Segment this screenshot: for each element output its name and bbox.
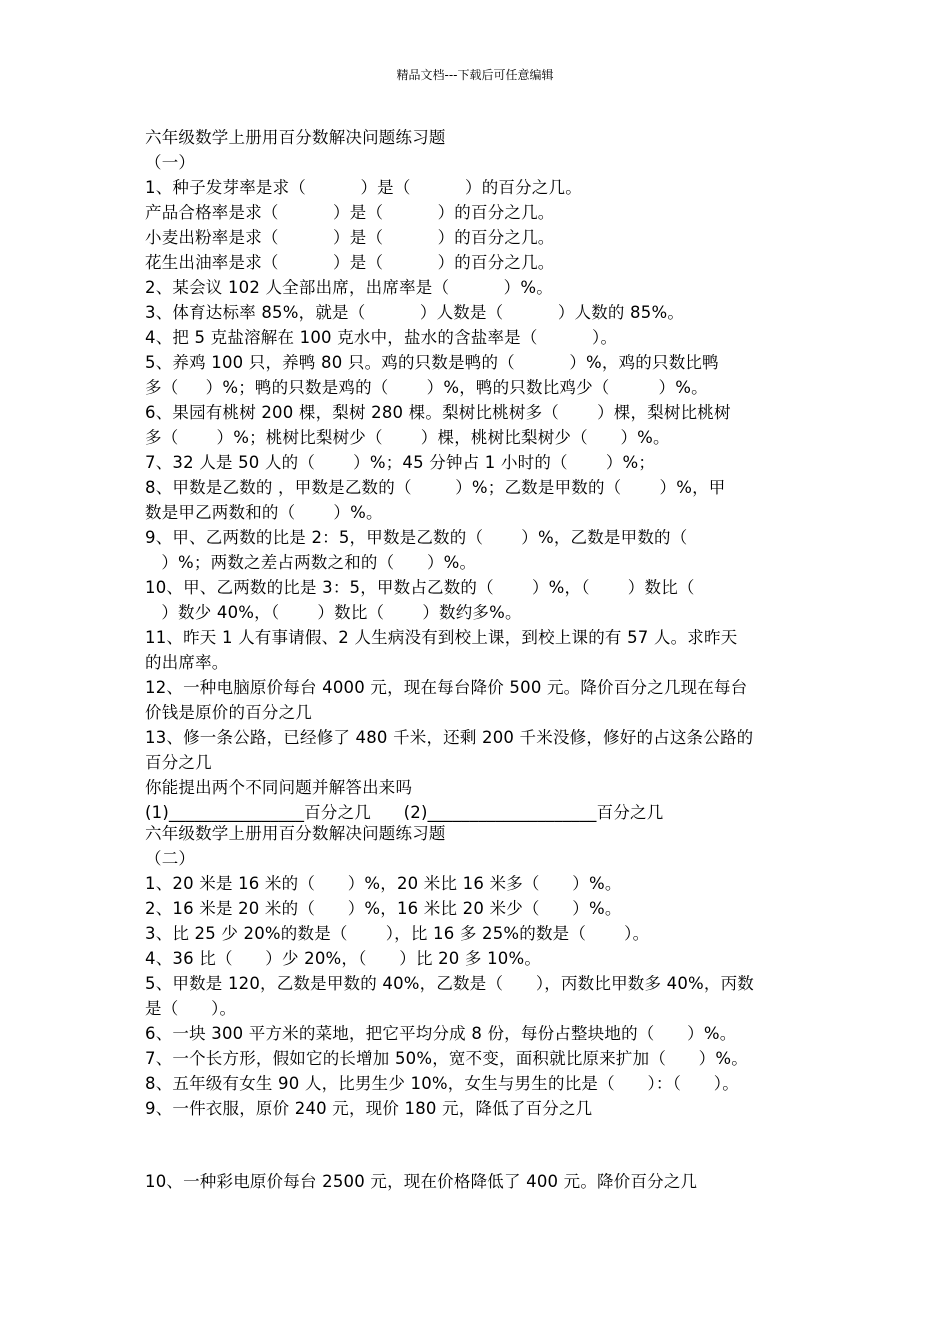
question-line: 6、一块 300 平方米的菜地，把它平均分成 8 份，每份占整块地的（ ）%。 [145, 1024, 737, 1043]
question-line: 9、一件衣服，原价 240 元，现价 180 元，降低了百分之几 [145, 1099, 593, 1118]
question-line: 4、36 比（ ）少 20%，（ ）比 20 多 10%。 [145, 949, 542, 968]
exercise-section-one [145, 125, 835, 825]
question-line: 你能提出两个不同问题并解答出来吗 [145, 778, 413, 797]
question-line: 2、16 米是 20 米的（ ）%，16 米比 20 米少（ ）%。 [145, 899, 622, 918]
section-title: 六年级数学上册用百分数解决问题练习题 [145, 128, 446, 147]
question-line: 12、一种电脑原价每台 4000 元，现在每台降价 500 元。降价百分之几现在每台 [145, 678, 748, 697]
section-number: （一） [145, 153, 196, 172]
question-line: 的出席率。 [145, 653, 229, 672]
exercise-section-two-continued [145, 1169, 835, 1194]
question-line: 1、种子发芽率是求（ ）是（ ）的百分之几。 [145, 178, 582, 197]
question-line: 4、把 5 克盐溶解在 100 克水中，盐水的含盐率是（ ）。 [145, 328, 618, 347]
question-line: 1、20 米是 16 米的（ ）%，20 米比 16 米多（ ）%。 [145, 874, 622, 893]
question-line: 7、32 人是 50 人的（ ）%；45 分钟占 1 小时的（ ）%； [145, 453, 656, 472]
question-line: ）%；两数之差占两数之和的（ ）%。 [145, 553, 477, 572]
question-line: 10、甲、乙两数的比是 3：5，甲数占乙数的（ ）%，（ ）数比（ [145, 578, 695, 597]
question-line: 2、某会议 102 人全部出席，出席率是（ ）%。 [145, 278, 553, 297]
question-line: 3、体育达标率 85%，就是（ ）人数是（ ）人数的 85%。 [145, 303, 685, 322]
question-line: 7、一个长方形，假如它的长增加 50%，宽不变，面积就比原来扩加（ ）%。 [145, 1049, 748, 1068]
section-number: （二） [145, 849, 196, 868]
question-line: 8、甲数是乙数的 ，甲数是乙数的（ ）%；乙数是甲数的（ ）%，甲 [145, 478, 726, 497]
question-line: ）数少 40%，（ ）数比（ ）数约多%。 [145, 603, 522, 622]
question-line: 13、修一条公路，已经修了 480 千米，还剩 200 千米没修，修好的占这条公路的 [145, 728, 754, 747]
page-header: 精品文档---下载后可任意编辑 [396, 68, 554, 82]
question-line: 是（ ）。 [145, 999, 237, 1018]
answer-blanks-line: (1)________________百分之几 (2)____________________百分之几 [145, 803, 664, 822]
question-line: 5、养鸡 100 只，养鸭 80 只。鸡的只数是鸭的（ ）%，鸡的只数比鸭 [145, 353, 719, 372]
question-line: 9、甲、乙两数的比是 2：5，甲数是乙数的（ ）%，乙数是甲数的（ [145, 528, 688, 547]
question-line: 数是甲乙两数和的（ ）%。 [145, 503, 383, 522]
question-line: 产品合格率是求（ ）是（ ）的百分之几。 [145, 203, 555, 222]
question-line: 多（ ）%；鸭的只数是鸡的（ ）%，鸭的只数比鸡少（ ）%。 [145, 378, 708, 397]
question-line: 3、比 25 少 20%的数是（ ），比 16 多 25%的数是（ ）。 [145, 924, 650, 943]
question-line: 价钱是原价的百分之几 [145, 703, 312, 722]
exercise-section-two [145, 821, 835, 1121]
question-line: 10、一种彩电原价每台 2500 元，现在价格降低了 400 元。降价百分之几 [145, 1172, 698, 1191]
section-title: 六年级数学上册用百分数解决问题练习题 [145, 824, 446, 843]
question-line: 5、甲数是 120，乙数是甲数的 40%，乙数是（ ），丙数比甲数多 40%，丙数 [145, 974, 754, 993]
question-line: 小麦出粉率是求（ ）是（ ）的百分之几。 [145, 228, 555, 247]
question-line: 多（ ）%；桃树比梨树少（ ）棵，桃树比梨树少（ ）%。 [145, 428, 670, 447]
question-line: 花生出油率是求（ ）是（ ）的百分之几。 [145, 253, 555, 272]
question-line: 百分之几 [145, 753, 212, 772]
question-line: 6、果园有桃树 200 棵，梨树 280 棵。梨树比桃树多（ ）棵，梨树比桃树 [145, 403, 731, 422]
question-line: 8、五年级有女生 90 人，比男生少 10%，女生与男生的比是（ ）：（ ）。 [145, 1074, 739, 1093]
question-line: 11、昨天 1 人有事请假、2 人生病没有到校上课，到校上课的有 57 人。求昨天 [145, 628, 738, 647]
